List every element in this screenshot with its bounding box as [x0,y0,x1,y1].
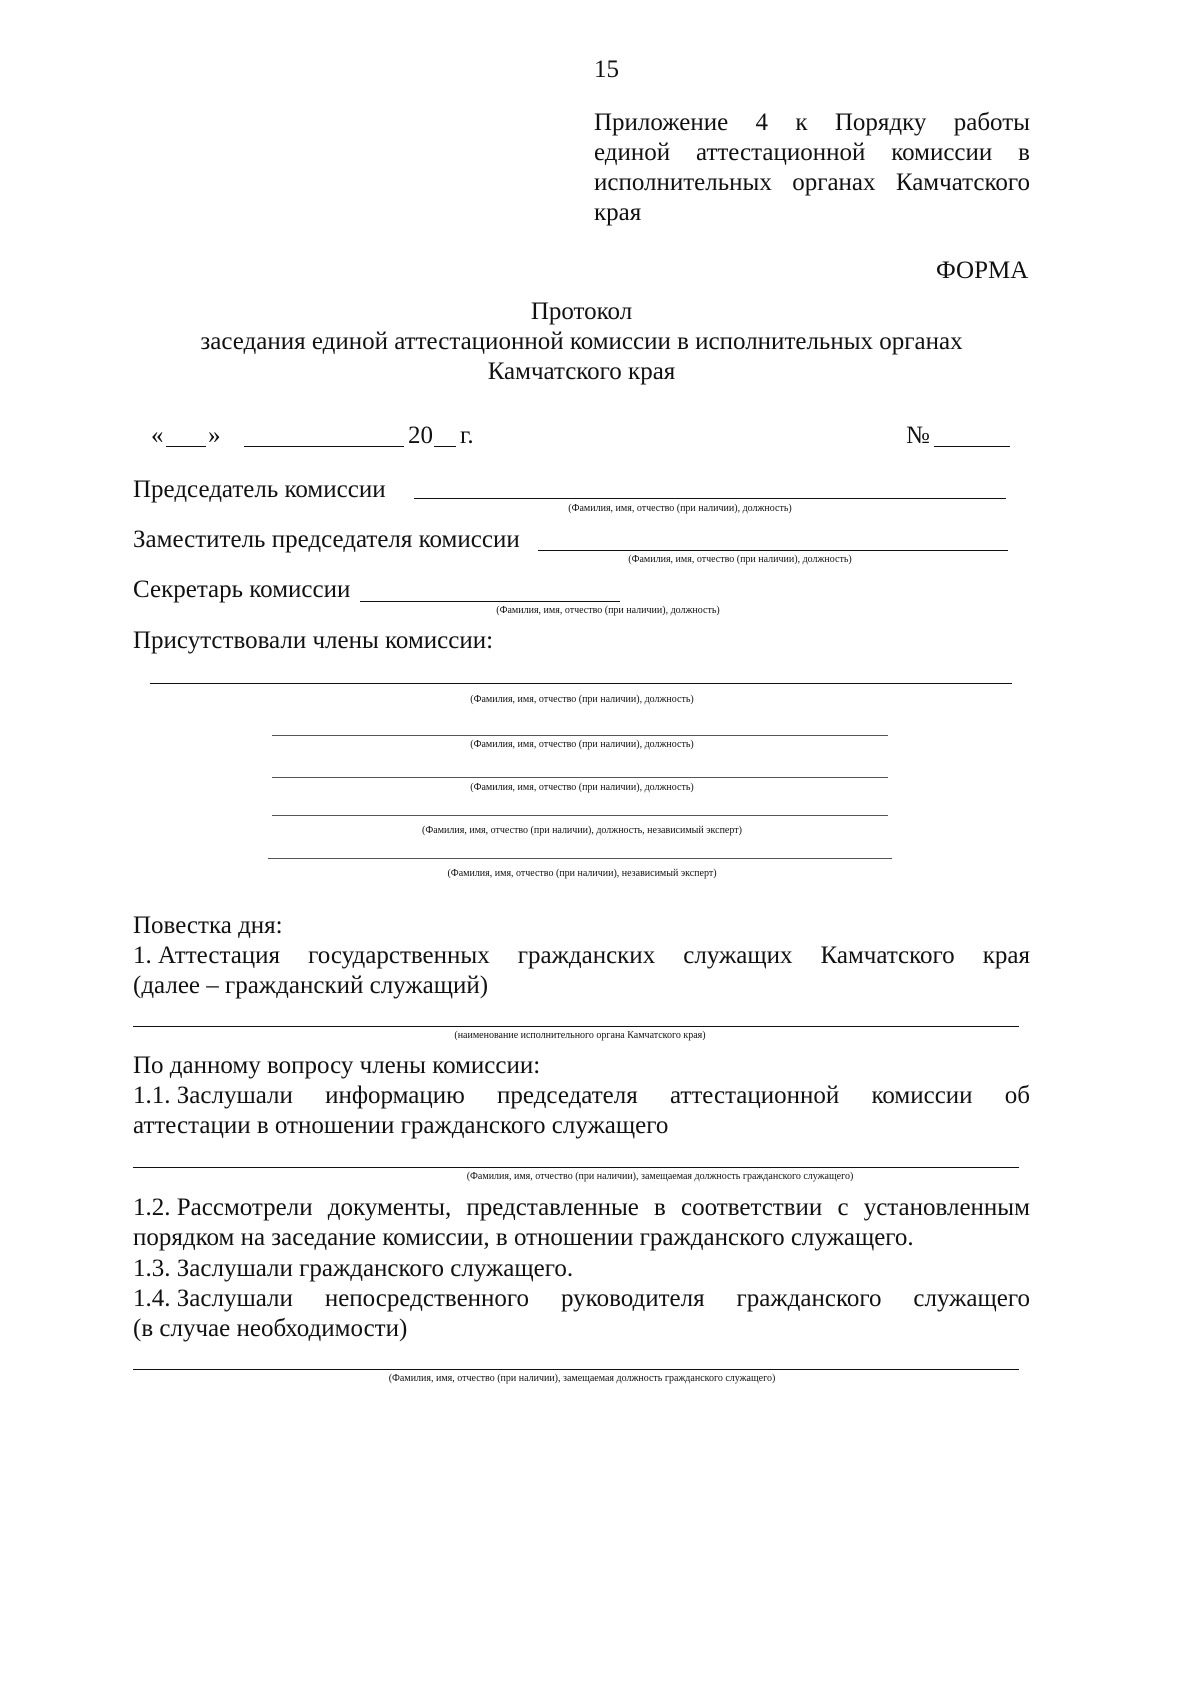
secretary-field[interactable] [360,601,620,602]
year-prefix: 20 [408,422,433,449]
present-member-caption-5: (Фамилия, имя, отчество (при наличии), независимый эксперт) [447,868,717,879]
deputy-caption: (Фамилия, имя, отчество (при наличии), должность) [628,554,852,565]
form-label: ФОРМА [936,257,1029,284]
present-member-field-1[interactable] [150,683,1012,684]
deputy-field[interactable] [538,550,1008,551]
agenda-item-1-2-line-1: 1.2. Рассмотрели документы, представленные в соответствии с установленным [133,1194,1030,1221]
agenda-item-1-line-2: (далее – гражданский служащий) [133,972,489,999]
year-field[interactable] [434,446,456,447]
date-close-quote: » [208,422,221,449]
attested-servant-caption-1: (Фамилия, имя, отчество (при наличии), замещаемая должность гражданского служащего) [466,1171,854,1182]
agenda-item-1-2-line-2: порядком на заседание комиссии, в отношении гражданского служащего. [133,1224,914,1251]
date-open-quote: « [151,422,164,449]
present-member-field-4[interactable] [272,815,888,816]
agenda-item-1-line-1: 1. Аттестация государственных гражданских служащих Камчатского края [133,942,1030,969]
secretary-label: Секретарь комиссии [133,576,351,603]
executive-body-caption: (наименование исполнительного органа Камчатского края) [454,1030,706,1041]
month-field[interactable] [244,446,404,447]
appendix-line-2: единой аттестационной комиссии в [594,139,1030,166]
page-number: 15 [594,56,619,83]
deputy-label: Заместитель председателя комиссии [133,526,520,553]
present-member-caption-2: (Фамилия, имя, отчество (при наличии), должность) [470,739,694,750]
present-member-caption-3: (Фамилия, имя, отчество (при наличии), должность) [470,782,694,793]
attested-servant-field-1[interactable] [133,1167,1019,1168]
chair-field[interactable] [414,498,1006,499]
chair-label: Председатель комиссии [133,476,386,503]
agenda-item-1-3: 1.3. Заслушали гражданского служащего. [133,1255,574,1282]
present-member-field-5[interactable] [268,858,892,859]
day-field[interactable] [166,446,206,447]
present-member-field-2[interactable] [272,735,888,736]
appendix-line-1: Приложение 4 к Порядку работы [594,109,1030,136]
present-member-caption-1: (Фамилия, имя, отчество (при наличии), должность) [470,694,694,705]
attested-servant-caption-2: (Фамилия, имя, отчество (при наличии), замещаемая должность гражданского служащего) [388,1373,776,1384]
secretary-caption: (Фамилия, имя, отчество (при наличии), должность) [496,605,720,616]
question-label: По данному вопросу члены комиссии: [133,1052,541,1079]
agenda-heading: Повестка дня: [133,912,283,939]
present-label: Присутствовали члены комиссии: [133,627,494,654]
agenda-item-1-1-line-1: 1.1. Заслушали информацию председателя аттестационной комиссии об [133,1082,1030,1109]
title-line-1: Протокол [530,298,633,325]
agenda-item-1-1-line-2: аттестации в отношении гражданского служащего [133,1112,669,1139]
title-line-3: Камчатского края [487,358,676,385]
executive-body-field[interactable] [133,1026,1019,1027]
year-suffix: г. [460,422,474,449]
attested-servant-field-2[interactable] [133,1369,1019,1370]
appendix-line-3: исполнительных органах Камчатского [594,169,1030,196]
present-member-field-3[interactable] [272,777,888,778]
agenda-item-1-4-line-2: (в случае необходимости) [133,1315,408,1342]
title-line-2: заседания единой аттестационной комиссии в исполнительных органах [200,328,963,355]
number-label: № [906,422,930,449]
chair-caption: (Фамилия, имя, отчество (при наличии), должность) [568,503,792,514]
present-member-caption-4: (Фамилия, имя, отчество (при наличии), должность, независимый эксперт) [422,825,742,836]
appendix-line-4: края [594,199,642,226]
number-field[interactable] [934,446,1010,447]
agenda-item-1-4-line-1: 1.4. Заслушали непосредственного руководителя гражданского служащего [133,1285,1030,1312]
